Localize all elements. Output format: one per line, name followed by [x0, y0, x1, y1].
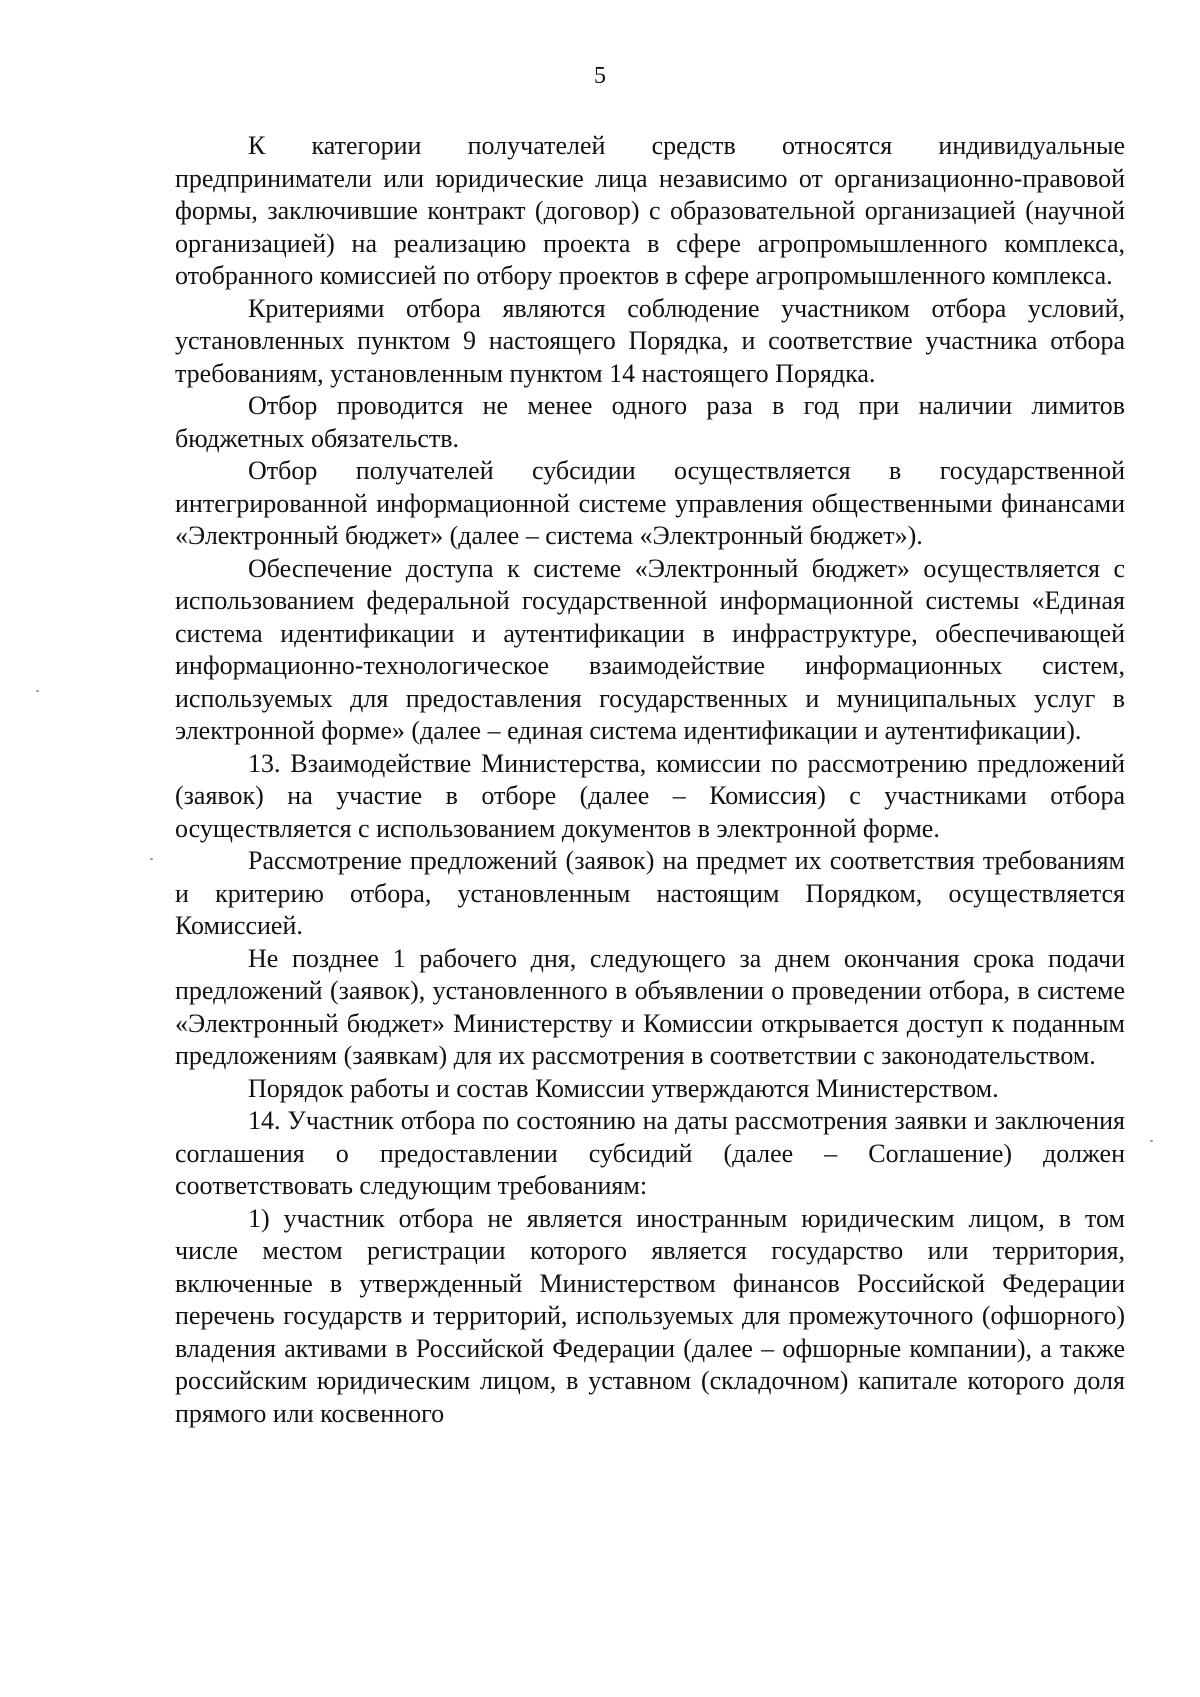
- paragraph-selection-frequency: Отбор проводится не менее одного раза в год при наличии лимитов бюджетных обязательств.: [175, 391, 1125, 453]
- paragraph-selection-criteria: Критериями отбора являются соблюдение участником отбора условий, установленных пунктом 9 настоящего Порядка, и соответствие участника отбора требованиям, установленным пунктом 14 настоящего Порядка.: [175, 293, 1125, 388]
- scan-artifact: [36, 690, 39, 692]
- paragraph-recipient-category: К категории получателей средств относятся индивидуальные предприниматели или юридические лица независимо от организационно-правовой формы, заключившие контракт (договор) с образовательной организацией (научной организацией) на реализацию проекта в сфере агропромышленного комплекса, отобранного комиссией по отбору проектов в сфере агропромышленного комплекса.: [175, 131, 1125, 290]
- paragraph-item-14: 14. Участник отбора по состоянию на даты рассмотрения заявки и заключения соглашения о предоставлении субсидий (далее – Соглашение) должен соответствовать следующим требованиям:: [175, 1106, 1125, 1200]
- paragraph-item-13: 13. Взаимодействие Министерства, комиссии по рассмотрению предложений (заявок) на участие в отборе (далее – Комиссия) с участниками отбора осуществляется с использованием документов в электронной форме.: [175, 748, 1125, 843]
- paragraph-system-access: Обеспечение доступа к системе «Электронный бюджет» осуществляется с использованием федеральной государственной информационной системы «Единая система идентификации и аутентификации в инфраструктуре, обеспечивающей информационно-технологическое взаимодействие информационных систем, используемых для предоставления государственных и муниципальных услуг в электронной форме» (далее – единая система идентификации и аутентификации).: [175, 553, 1125, 745]
- paragraph-commission-procedure: Порядок работы и состав Комиссии утверждаются Министерством.: [248, 1073, 999, 1103]
- scan-artifact: [1150, 1140, 1153, 1142]
- document-body: [175, 130, 1125, 1430]
- page-number: 5: [594, 63, 606, 89]
- paragraph-commission-review: Рассмотрение предложений (заявок) на предмет их соответствия требованиям и критерию отбора, установленным настоящим Порядком, осуществляется Комиссией.: [175, 846, 1125, 940]
- paragraph-electronic-budget-system: Отбор получателей субсидии осуществляется в государственной интегрированной информационной системе управления общественными финансами «Электронный бюджет» (далее – система «Электронный бюджет»).: [175, 456, 1125, 550]
- paragraph-requirement-1: 1) участник отбора не является иностранным юридическим лицом, в том числе местом регистрации которого является государство или территория, включенные в утвержденный Министерством финансов Российской Федерации перечень государств и территорий, используемых для промежуточного (офшорного) владения активами в Российской Федерации (далее – офшорные компании), а также российским юридическим лицом, в уставном (складочном) капитале которого доля прямого или косвенного: [175, 1203, 1125, 1428]
- scan-artifact: [150, 858, 153, 860]
- paragraph-access-deadline: Не позднее 1 рабочего дня, следующего за днем окончания срока подачи предложений (заявок), установленного в объявлении о проведении отбора, в системе «Электронный бюджет» Министерству и Комиссии открывается доступ к поданным предложениям (заявкам) для их рассмотрения в соответствии с законодательством.: [175, 943, 1125, 1070]
